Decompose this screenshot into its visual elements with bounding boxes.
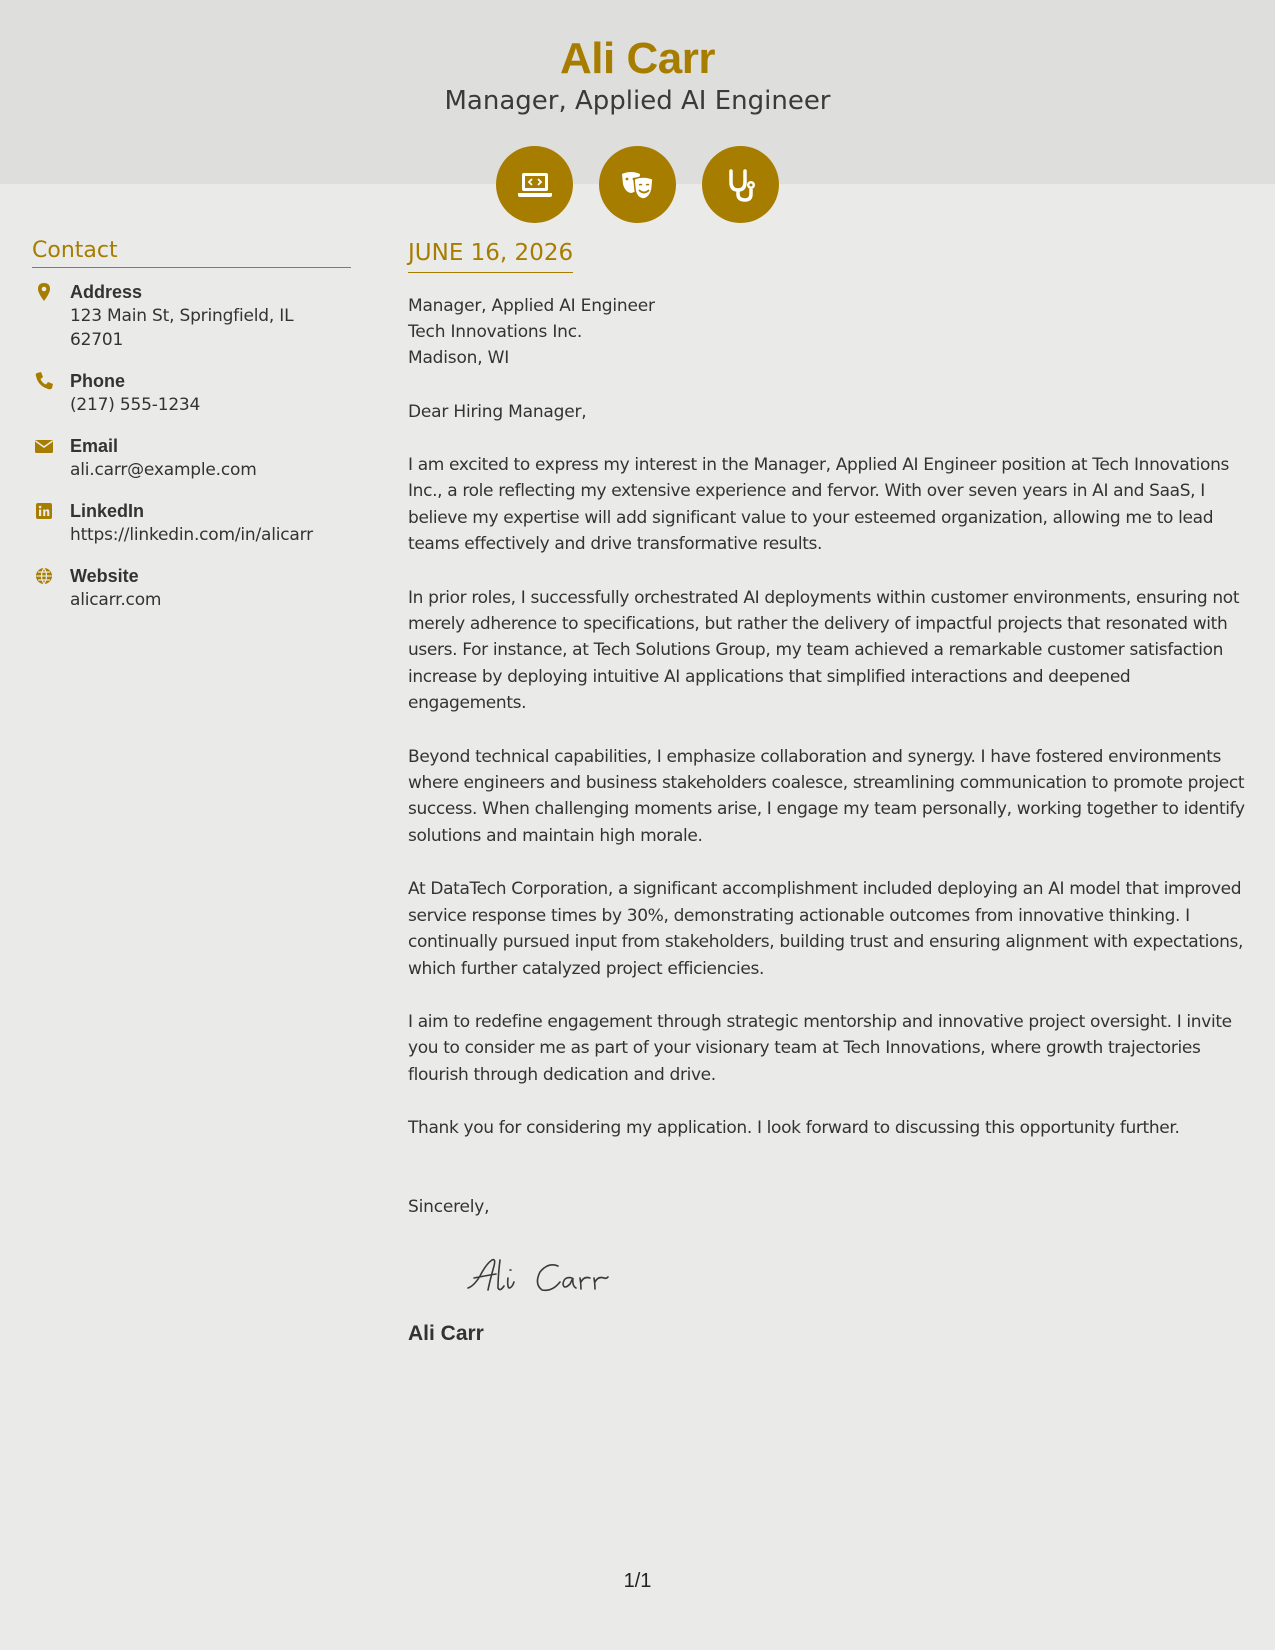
closing: Sincerely,	[408, 1196, 490, 1217]
laptop-code-icon	[515, 165, 555, 205]
letter-paragraph: I am excited to express my interest in the Manager, Applied AI Engineer position at Tech Innovations Inc., a role reflecting my extensive experience and fervor. With over seven years in AI and SaaS, I believe my expertise will add significant value to your esteemed organization, allowing me to lead teams effectively and drive transformative results.	[408, 455, 1230, 555]
contact-value[interactable]: alicarr.com	[70, 590, 162, 610]
contact-label: Address	[70, 282, 143, 302]
signer-name: Ali Carr	[408, 1321, 484, 1345]
contact-label: LinkedIn	[70, 501, 145, 521]
phone-icon	[34, 371, 54, 391]
linkedin-icon	[34, 501, 54, 521]
contact-website	[32, 564, 351, 612]
salutation: Dear Hiring Manager,	[408, 402, 587, 422]
letter-date: JUNE 16, 2026	[408, 240, 573, 273]
recipient-line: Madison, WI	[408, 348, 510, 368]
letter-paragraph: Thank you for considering my application. I look forward to discussing this opportunity further.	[408, 1118, 1180, 1139]
signature-image	[460, 1248, 620, 1302]
contact-phone	[32, 369, 351, 417]
contact-value: 123 Main St, Springfield, IL 62701	[70, 306, 294, 350]
envelope-icon	[34, 436, 54, 456]
contact-label: Phone	[70, 371, 126, 391]
contact-value: (217) 555-1234	[70, 395, 201, 415]
map-pin-icon	[34, 282, 54, 302]
recipient-block	[408, 293, 1248, 371]
contact-address	[32, 280, 351, 352]
letter-paragraph: I aim to redefine engagement through strategic mentorship and innovative project oversight. I invite you to consider me as part of your visionary team at Tech Innovations, where growth trajectories flourish through dedication and drive.	[408, 1011, 1232, 1085]
letter-paragraph: At DataTech Corporation, a significant accomplishment included deploying an AI model that improved service response times by 30%, demonstrating actionable outcomes from innovative thinking. I continually pursued input from stakeholders, building trust and ensuring alignment with expectations, which further catalyzed project efficiencies.	[408, 879, 1244, 979]
letter-paragraph: In prior roles, I successfully orchestrated AI deployments within customer environments, ensuring not merely adherence to specifications, but rather the delivery of impactful projects that resonated with users. For instance, at Tech Solutions Group, my team achieved a remarkable customer satisfaction increase by deploying intuitive AI applications that simplified interactions and deepened engagements.	[408, 587, 1240, 714]
contact-value[interactable]: https://linkedin.com/in/alicarr	[70, 525, 313, 545]
recipient-line: Manager, Applied AI Engineer	[408, 296, 655, 316]
candidate-name: Ali Carr	[560, 34, 715, 83]
contact-label: Email	[70, 436, 119, 456]
contact-label: Website	[70, 566, 139, 586]
globe-icon	[34, 566, 54, 586]
theater-masks-badge	[599, 146, 676, 223]
theater-masks-icon	[618, 165, 658, 205]
contact-sidebar	[32, 238, 351, 629]
letter-body	[408, 240, 1248, 1346]
contact-linkedin	[32, 499, 351, 547]
contact-email	[32, 434, 351, 482]
contact-value[interactable]: ali.carr@example.com	[70, 460, 257, 480]
contact-heading: Contact	[32, 238, 351, 268]
laptop-code-badge	[496, 146, 573, 223]
page-number: 1/1	[623, 1570, 652, 1592]
stethoscope-badge	[702, 146, 779, 223]
interest-badges	[496, 146, 779, 223]
stethoscope-icon	[721, 165, 761, 205]
candidate-title: Manager, Applied AI Engineer	[444, 86, 831, 116]
letter-paragraph: Beyond technical capabilities, I emphasize collaboration and synergy. I have fostered environments where engineers and business stakeholders coalesce, streamlining communication to promote project success. When challenging moments arise, I engage my team personally, working together to identify solutions and maintain high morale.	[408, 746, 1245, 846]
recipient-line: Tech Innovations Inc.	[408, 322, 583, 342]
